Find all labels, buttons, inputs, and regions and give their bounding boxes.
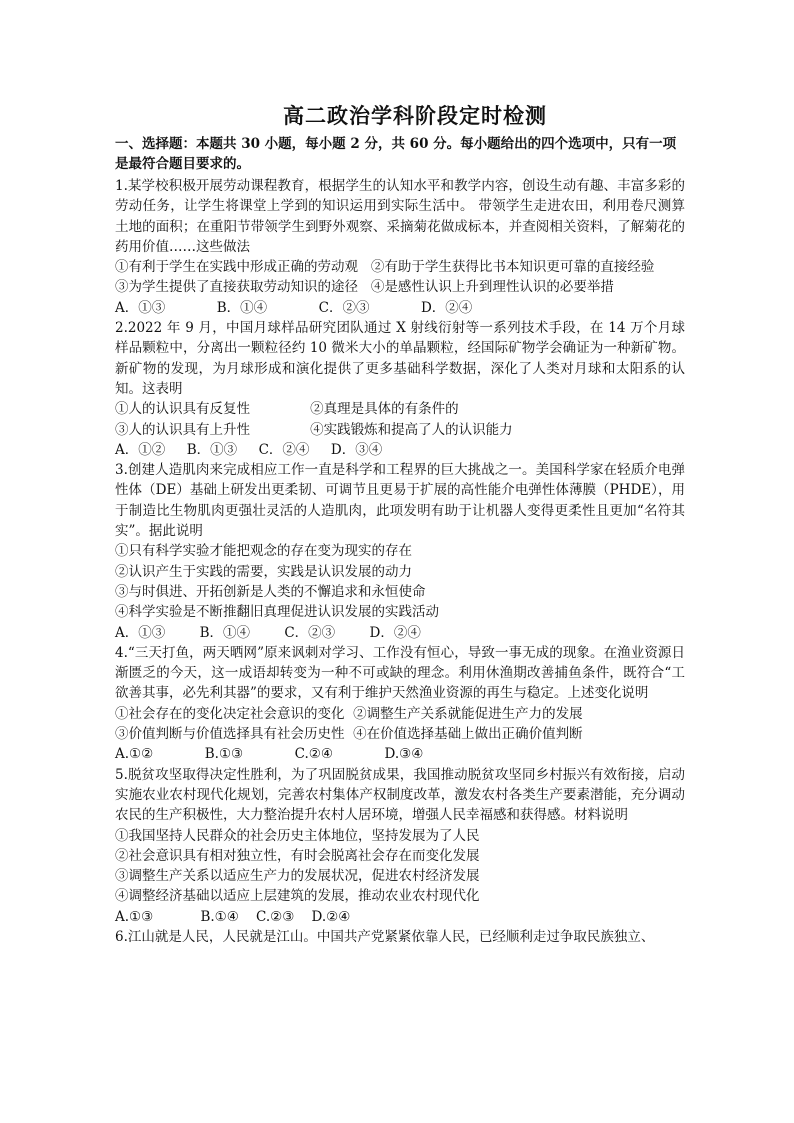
section-heading: 一、选择题：本题共 30 小题，每小题 2 分，共 60 分。每小题给出的四个选项中，只有一项是最符合题目要求的。	[115, 136, 677, 172]
question-2	[115, 318, 685, 460]
question-stem: 6.江山就是人民，人民就是江山。中国共产党紧紧依靠人民，已经顺利走过争取民族独立、	[115, 928, 655, 945]
question-option: ①有利于学生在实践中形成正确的劳动观 ②有助于学生获得比书本知识更可靠的直接经验	[115, 259, 655, 276]
question-option: ③人的认识具有上升性 ④实践锻炼和提高了人的认识能力	[115, 421, 513, 438]
answer-choices: A.①③ B.①④ C.②③ D.②④	[115, 908, 351, 925]
answer-choices: A．①② B．①③ C．②④ D．③④	[115, 441, 383, 458]
question-option: ①只有科学实验才能把观念的存在变为现实的存在	[115, 543, 412, 560]
question-option: ①我国坚持人民群众的社会历史主体地位，坚持发展为了人民	[115, 827, 480, 844]
answer-choices: A.①② B.①③ C.②④ D.③④	[115, 746, 424, 763]
question-stem: 5.脱贫攻坚取得决定性胜利，为了巩固脱贫成果，我国推动脱贫攻坚同乡村振兴有效衔接，启动实施农业农村现代化规划，完善农村集体产权制度改革，激发农村各类生产要素潜能，充分调动农民的生产积极性，大力整治提升农村人居环境，增强人民幸福感和获得感。材料说明	[115, 766, 685, 824]
exam-page	[115, 100, 685, 947]
question-option: ②社会意识具有相对独立性，有时会脱离社会存在而变化发展	[115, 847, 480, 864]
question-option: ③调整生产关系以适应生产力的发展状况，促进农村经济发展	[115, 868, 480, 885]
question-stem: 3.创建人造肌肉来完成相应工作一直是科学和工程界的巨大挑战之一。美国科学家在轻质介电弹性体（DE）基础上研发出更柔韧、可调节且更易于扩展的高性能介电弹性体薄膜（PHDE），用于制造比生物肌肉更强壮灵活的人造肌肉，此项发明有助于让机器人变得更柔性且更加“名符其实”。据此说明	[115, 462, 685, 540]
question-1	[115, 176, 685, 318]
question-option: ④调整经济基础以适应上层建筑的发展，推动农业农村现代化	[115, 888, 480, 905]
question-5	[115, 765, 685, 927]
question-stem: 2.2022 年 9 月，中国月球样品研究团队通过 X 射线衍射等一系列技术手段，在 14 万个月球样品颗粒中，分离出一颗粒径约 10 微米大小的单晶颗粒，经国际矿物学会确证为一种新矿物。新矿物的发现，为月球形成和演化提供了更多基础科学数据，深化了人类对月球和太阳系的认知。这表明	[115, 320, 685, 397]
question-option: ④科学实验是不断推翻旧真理促进认识发展的实践活动	[115, 604, 439, 621]
question-option: ①社会存在的变化决定社会意识的变化 ②调整生产关系就能促进生产力的发展	[115, 705, 583, 722]
question-6	[115, 927, 685, 947]
question-option: ③价值判断与价值选择具有社会历史性 ④在价值选择基础上做出正确价值判断	[115, 726, 583, 743]
question-option: ②认识产生于实践的需要，实践是认识发展的动力	[115, 563, 412, 580]
question-stem: 1.某学校积极开展劳动课程教育，根据学生的认知水平和教学内容，创设生动有趣、丰富多彩的劳动任务，让学生将课堂上学到的知识运用到实际生活中。 带领学生走进农田，利用卷尺测算土地的面积；在重阳节带领学生到野外观察、采摘菊花做成标本，并查阅相关资料，了解菊花的药用价值……这些做法	[115, 178, 685, 255]
question-option: ③与时俱进、开拓创新是人类的不懈追求和永恒使命	[115, 583, 426, 600]
question-4	[115, 643, 685, 765]
answer-choices: A．①③ B．①④ C．②③ D．②④	[115, 299, 473, 316]
question-stem: 4.“三天打鱼，两天晒网”原来讽刺对学习、工作没有恒心，导致一事无成的现象。在渔业资源日渐匮乏的今天，这一成语却转变为一种不可或缺的理念。利用休渔期改善捕鱼条件，既符合“工欲善其事，必先利其器”的要求，又有利于维护天然渔业资源的再生与稳定。上述变化说明	[115, 644, 685, 702]
answer-choices: A．①③ B．①④ C．②③ D．②④	[115, 624, 421, 641]
exam-title: 高二政治学科阶段定时检测	[283, 103, 547, 128]
question-option: ①人的认识具有反复性 ②真理是具体的有条件的	[115, 401, 459, 418]
question-3	[115, 460, 685, 643]
question-option: ③为学生提供了直接获取劳动知识的途径 ④是感性认识上升到理性认识的必要举措	[115, 279, 614, 296]
